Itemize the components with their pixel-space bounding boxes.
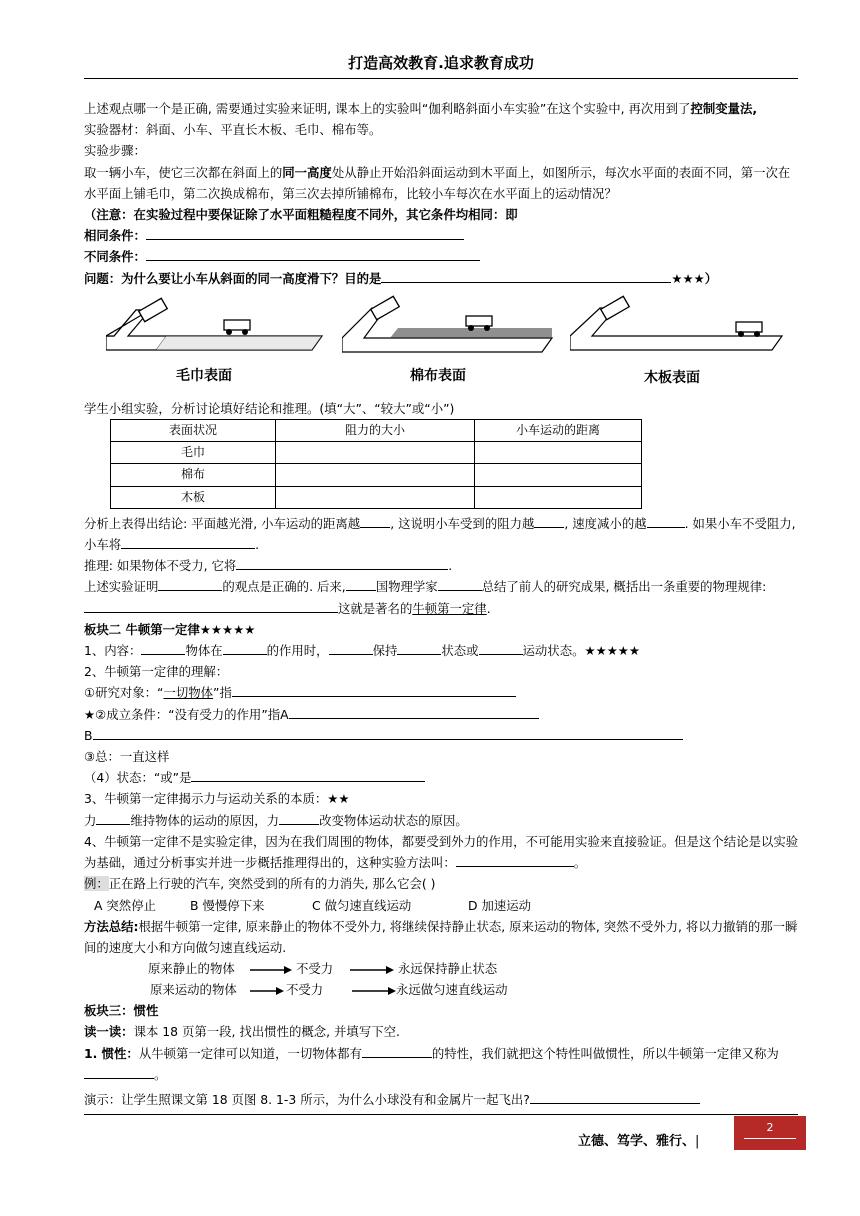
- question-blank[interactable]: [381, 268, 671, 283]
- blank[interactable]: [93, 725, 683, 740]
- blank[interactable]: [360, 513, 390, 528]
- blank[interactable]: [647, 513, 685, 528]
- proof-paragraph: 上述实验证明 的观点是正确的. 后来, 国物理学家 总结了前人的研究成果, 概括出一条重要的物理规律:这就是著名的牛顿第一定律.: [84, 576, 802, 618]
- wood-surface-figure: [570, 292, 790, 362]
- flow-static-object: 原来静止的物体: [148, 961, 235, 977]
- header-surface: 表面状况: [111, 420, 276, 442]
- method-summary: 方法总结:根据牛顿第一定律, 原来静止的物体不受外力, 将继续保持静止状态, 原来运动的物体, 突然不受外力, 将以力撤销的那一瞬间的速度大小和方向做匀速直线运动.: [84, 918, 798, 955]
- note-line: （注意：在实验过程中要保证除了水平面粗糙程度不同外，其它条件均相同：即: [84, 207, 518, 223]
- blank[interactable]: [141, 640, 185, 655]
- blank[interactable]: [456, 852, 574, 867]
- table-row: [111, 464, 642, 486]
- option-a[interactable]: A 突然停止: [94, 897, 156, 913]
- conclusion-paragraph: 分析上表得出结论: 平面越光滑, 小车运动的距离越 , 这说明小车受到的阻力越 , 速度减小的越 . 如果小车不受阻力, 小车将 .: [84, 513, 802, 555]
- header-resistance: 阻力的大小: [276, 420, 475, 442]
- inference-line: 推理: 如果物体不受力, 它将 .: [84, 555, 802, 576]
- intro-paragraph: 上述观点哪一个是正确, 需要通过实验来证明, 课本上的实验叫“伽利略斜面小车实验”在这个实验中, 再次用到了控制变量法,: [84, 101, 758, 116]
- diff-condition-blank[interactable]: [146, 246, 480, 261]
- blank[interactable]: [191, 767, 425, 782]
- arrow-right-icon: [250, 965, 292, 975]
- diff-condition-line: 不同条件：: [84, 246, 802, 267]
- wood-surface-label: 木板表面: [644, 369, 700, 386]
- blank[interactable]: [158, 576, 222, 591]
- blank[interactable]: [438, 576, 482, 591]
- question-line: 问题：为什么要让小车从斜面的同一高度滑下？目的是 ★★★）: [84, 268, 802, 289]
- condition-a-line: ★②成立条件：“没有受力的作用”指A: [84, 704, 802, 725]
- table-cell[interactable]: [475, 464, 642, 486]
- table-cell[interactable]: [276, 442, 475, 464]
- research-object-line: ①研究对象：“一切物体”指: [84, 682, 802, 703]
- blank[interactable]: [236, 555, 448, 570]
- page-number-rule: [744, 1138, 796, 1139]
- steps-paragraph: 取一辆小车，使它三次都在斜面上的同一高度处从静止开始沿斜面运动到木平面上，如图所示，每次水平面的表面不同，第一次在水平面上铺毛巾，第二次换成棉布，第三次去掉所铺棉布，比较小车每次在水平面上的运动情况？: [84, 164, 791, 201]
- example-question: 例：正在路上行驶的汽车, 突然受到的所有的力消失, 那么它会( ): [84, 876, 436, 892]
- towel-surface-label: 毛巾表面: [176, 367, 232, 384]
- blank[interactable]: [232, 682, 516, 697]
- experiment-figures: [84, 292, 802, 398]
- page-number-box: [734, 1116, 806, 1150]
- state-line: （4）状态：“或”是: [84, 767, 802, 788]
- footer-rule: [84, 1114, 798, 1115]
- blank[interactable]: [397, 640, 441, 655]
- blank[interactable]: [84, 1064, 154, 1079]
- blank[interactable]: [289, 704, 539, 719]
- table-row: [111, 486, 642, 508]
- materials-line: 实验器材：斜面、小车、平直长木板、毛巾、棉布等。: [84, 122, 382, 138]
- table-header-row: [111, 420, 642, 442]
- reveal-line: 3、牛顿第一定律揭示力与运动关系的本质：★★: [84, 791, 350, 807]
- inertia-paragraph: 1. 惯性：从牛顿第一定律可以知道，一切物体都有 的特性，我们就把这个特性叫做惯性，所以牛顿第一定律又称为。: [84, 1043, 802, 1085]
- understanding-line: 2、牛顿第一定律的理解：: [84, 664, 229, 680]
- cotton-surface-figure: [342, 292, 556, 362]
- table-cell[interactable]: [475, 442, 642, 464]
- table-cell[interactable]: [475, 486, 642, 508]
- flow-diagram: [84, 958, 802, 1000]
- arrow-right-icon: [352, 986, 396, 996]
- flow-stay-static: 永远保持静止状态: [398, 961, 498, 977]
- read-line: 读一读：课本 18 页第一段, 找出惯性的概念, 并填写下空.: [84, 1024, 400, 1040]
- blank[interactable]: [121, 534, 255, 549]
- blank[interactable]: [530, 1089, 700, 1104]
- table-cell[interactable]: [276, 464, 475, 486]
- worksheet-body: [84, 98, 802, 1110]
- same-condition-blank[interactable]: [146, 225, 464, 240]
- demo-line: 演示：让学生照课文第 18 页图 8. 1-3 所示，为什么小球没有和金属片一起飞出?: [84, 1089, 802, 1110]
- same-condition-line: 相同条件：: [84, 225, 802, 246]
- header-rule: [84, 78, 798, 79]
- blank[interactable]: [329, 640, 373, 655]
- page-header-title: 打造高效教育.追求教育成功: [348, 54, 534, 72]
- row-label: 棉布: [111, 464, 276, 486]
- row-label: 木板: [111, 486, 276, 508]
- flow-moving-object: 原来运动的物体: [150, 982, 237, 998]
- arrow-right-icon: [350, 965, 394, 975]
- option-c[interactable]: C 做匀速直线运动: [312, 897, 412, 913]
- law-content-line: 1、内容： 物体在 的作用时， 保持 状态或 运动状态。★★★★★: [84, 640, 802, 661]
- blank[interactable]: [346, 576, 376, 591]
- blank[interactable]: [479, 640, 523, 655]
- steps-label: 实验步骤：: [84, 143, 146, 159]
- cotton-surface-label: 棉布表面: [410, 367, 466, 384]
- option-b[interactable]: B 慢慢停下来: [190, 897, 265, 913]
- blank[interactable]: [84, 598, 338, 613]
- arrow-right-icon: [250, 986, 284, 996]
- blank[interactable]: [534, 513, 564, 528]
- option-d[interactable]: D 加速运动: [468, 897, 532, 913]
- page-number: 2: [766, 1121, 774, 1134]
- results-table: [110, 419, 642, 509]
- force-line: 力 维持物体的运动的原因，力 改变物体运动状态的原因。: [84, 810, 802, 831]
- table-row: [111, 442, 642, 464]
- blank[interactable]: [96, 810, 130, 825]
- header-distance: 小车运动的距离: [475, 420, 642, 442]
- towel-surface-figure: [106, 292, 326, 362]
- flow-uniform-motion: 永远做匀速直线运动: [396, 982, 508, 998]
- blank[interactable]: [223, 640, 267, 655]
- example-options: [84, 895, 802, 916]
- section3-title: 板块三：惯性: [84, 1003, 159, 1019]
- flow-no-force: 不受力: [296, 961, 334, 977]
- blank[interactable]: [279, 810, 319, 825]
- table-cell[interactable]: [276, 486, 475, 508]
- footer-motto: 立德、笃学、雅行、|: [578, 1134, 700, 1149]
- flow-no-force: 不受力: [286, 982, 324, 998]
- condition-b-line: B: [84, 725, 802, 746]
- not-experimental-paragraph: 4、牛顿第一定律不是实验定律，因为在我们周围的物体，都要受到外力的作用，不可能用实验来直接验证。但是这个结论是以实验为基础，通过分析事实并进一步概括推理得出的，这种实验方法叫： 。: [84, 833, 799, 871]
- table-prompt: 学生小组实验，分析讨论填好结论和推理。(填“大”、“较大”或“小”): [84, 400, 455, 416]
- summary-line: ③总：一直这样: [84, 749, 170, 765]
- section2-title: 板块二 牛顿第一定律★★★★★: [84, 621, 256, 637]
- blank[interactable]: [362, 1043, 432, 1058]
- row-label: 毛巾: [111, 442, 276, 464]
